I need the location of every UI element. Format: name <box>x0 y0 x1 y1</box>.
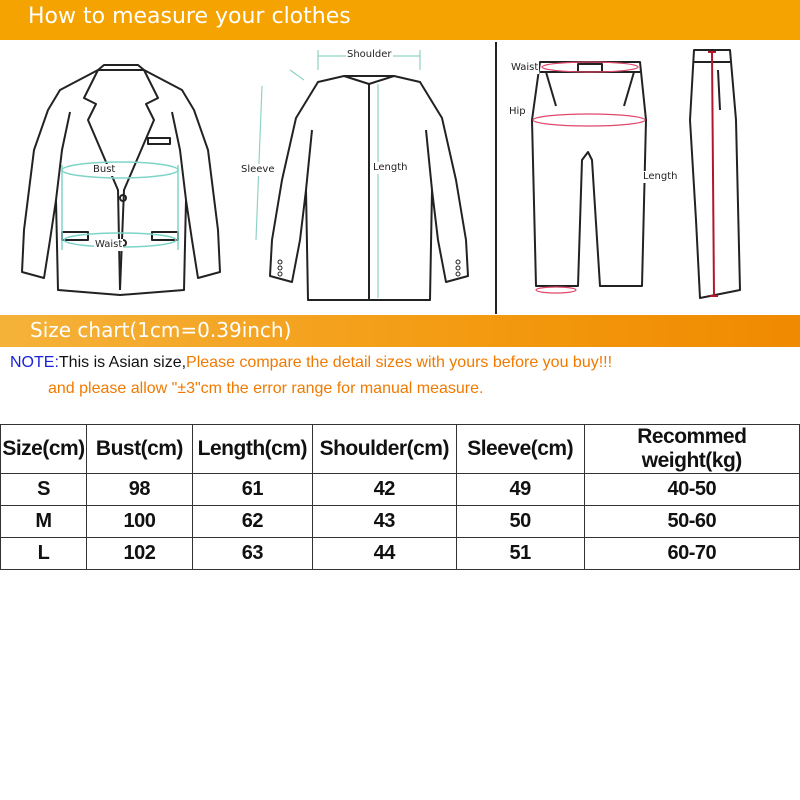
label-length-trousers: Length <box>643 171 678 182</box>
label-bust: Bust <box>93 164 116 175</box>
jacket-back-measure-lines <box>256 50 420 298</box>
cell-weight: 50-60 <box>584 506 799 538</box>
note-line-2: and please allow "±3"cm the error range for manual measure. <box>48 380 484 397</box>
note-compare-text: Please compare the detail sizes with yours before you buy!!! <box>186 354 613 371</box>
column-header-sleeve: Sleeve(cm) <box>456 425 584 474</box>
label-shoulder: Shoulder <box>347 49 392 60</box>
jacket-back-illustration <box>270 76 468 300</box>
garment-illustrations <box>0 40 800 312</box>
column-header-bust: Bust(cm) <box>86 425 192 474</box>
table-row <box>1 474 800 506</box>
header-banner <box>0 0 800 40</box>
cell-sleeve: 50 <box>456 506 584 538</box>
note-line-1 <box>10 350 800 376</box>
cell-weight: 60-70 <box>584 538 799 570</box>
cell-sleeve: 51 <box>456 538 584 570</box>
cell-shoulder: 42 <box>312 474 456 506</box>
cell-length: 61 <box>192 474 312 506</box>
trousers-front-illustration <box>532 62 646 286</box>
header-title: How to measure your clothes <box>28 4 351 29</box>
label-sleeve: Sleeve <box>241 164 275 175</box>
label-waist-trousers: Waist <box>511 62 539 73</box>
size-note <box>10 350 800 402</box>
jacket-front-illustration <box>22 65 220 295</box>
cell-weight: 40-50 <box>584 474 799 506</box>
trousers-side-illustration <box>690 50 740 298</box>
table-header-row <box>1 425 800 474</box>
cell-size: M <box>1 506 87 538</box>
table-row <box>1 506 800 538</box>
measurement-diagrams <box>0 40 800 312</box>
jacket-front-measure-lines <box>62 162 178 250</box>
note-label: NOTE: <box>10 354 59 371</box>
cell-sleeve: 49 <box>456 474 584 506</box>
size-chart-title: Size chart(1cm=0.39inch) <box>30 318 292 342</box>
column-header-shoulder: Shoulder(cm) <box>312 425 456 474</box>
column-header-weight: Recommed weight(kg) <box>584 425 799 474</box>
column-header-length: Length(cm) <box>192 425 312 474</box>
note-asian-size-text: This is Asian size, <box>58 354 187 371</box>
cell-shoulder: 43 <box>312 506 456 538</box>
cell-length: 62 <box>192 506 312 538</box>
cell-length: 63 <box>192 538 312 570</box>
label-waist-jacket: Waist <box>95 239 123 250</box>
trousers-side-measure-line <box>708 52 718 296</box>
cell-size: S <box>1 474 87 506</box>
cell-bust: 98 <box>86 474 192 506</box>
table-row <box>1 538 800 570</box>
cell-bust: 100 <box>86 506 192 538</box>
diagram-divider <box>495 42 497 314</box>
size-table <box>0 424 800 570</box>
cell-bust: 102 <box>86 538 192 570</box>
column-header-size: Size(cm) <box>1 425 87 474</box>
trousers-front-measure-lines <box>533 62 645 293</box>
cell-size: L <box>1 538 87 570</box>
label-hip: Hip <box>509 106 526 117</box>
cell-shoulder: 44 <box>312 538 456 570</box>
label-length-jacket: Length <box>373 162 408 173</box>
size-chart-banner <box>0 315 800 347</box>
